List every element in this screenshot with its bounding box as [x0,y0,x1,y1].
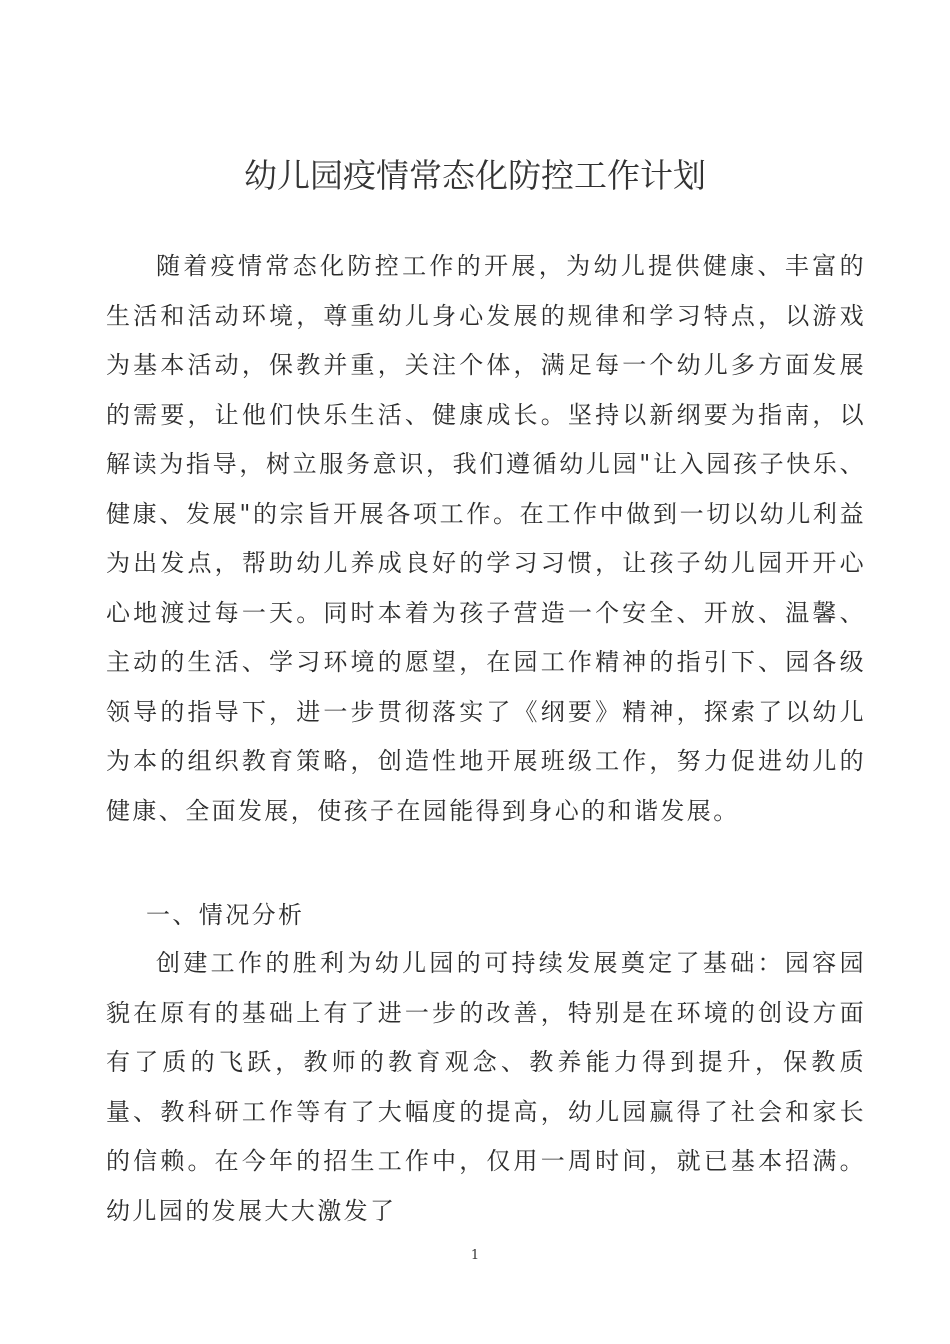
page-number: 1 [470,1248,480,1263]
section-heading-situation-analysis: 一、情况分析 [146,901,305,929]
situation-analysis-paragraph: 创建工作的胜利为幼儿园的可持续发展奠定了基础：园容园貌在原有的基础上有了进一步的改善，特别是在环境的创设方面有了质的飞跃，教师的教育观念、教养能力得到提升，保教质量、教科研工作等有了大幅度的提高，幼儿园赢得了社会和家长的信赖。在今年的招生工作中，仅用一周时间，就已基本招满。幼儿园的发展大大激发了 [106,949,866,1225]
document-title: 幼儿园疫情常态化防控工作计划 [244,156,706,196]
intro-paragraph: 随着疫情常态化防控工作的开展，为幼儿提供健康、丰富的生活和活动环境，尊重幼儿身心发展的规律和学习特点，以游戏为基本活动，保教并重，关注个体，满足每一个幼儿多方面发展的需要，让他们快乐生活、健康成长。坚持以新纲要为指南，以解读为指导，树立服务意识，我们遵循幼儿园"让入园孩子快乐、健康、发展"的宗旨开展各项工作。在工作中做到一切以幼儿利益为出发点，帮助幼儿养成良好的学习习惯，让孩子幼儿园开开心心地渡过每一天。同时本着为孩子营造一个安全、开放、温馨、主动的生活、学习环境的愿望，在园工作精神的指引下、园各级领导的指导下，进一步贯彻落实了《纲要》精神，探索了以幼儿为本的组织教育策略，创造性地开展班级工作，努力促进幼儿的健康、全面发展，使孩子在园能得到身心的和谐发展。 [106,252,866,825]
